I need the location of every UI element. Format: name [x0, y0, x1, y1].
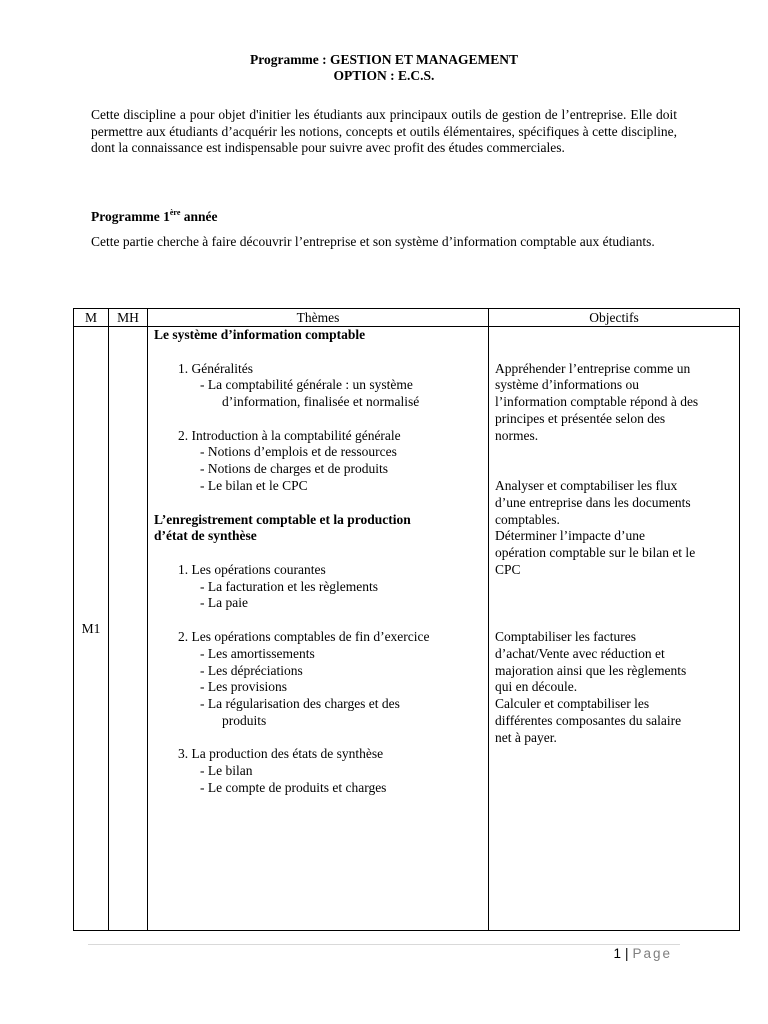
mh-cell [109, 327, 148, 931]
programme-sup: ère [169, 208, 181, 217]
objective-line: Comptabiliser les factures [495, 629, 636, 644]
intro-paragraph: Cette discipline a pour objet d'initier les étudiants aux principaux outils de gestion de l’entreprise. Elle doit permettre aux étudiants d’acquérir les notions, concepts et outils élémentaires, spécifiques à cette discipline, dont la connaissance est indispensable pour suivre avec profit des études commerciales. [91, 107, 677, 156]
theme-subitem: - Les dépréciations [200, 663, 303, 678]
objective-line: qui en découle. [495, 679, 578, 694]
objective-line: comptables. [495, 512, 560, 527]
page-footer [613, 946, 672, 961]
objective-line: d’achat/Vente avec réduction et [495, 646, 665, 661]
theme-subitem: - Le compte de produits et charges [200, 780, 387, 795]
header-objectifs: Objectifs [489, 309, 740, 327]
theme-subitem: - Les provisions [200, 679, 287, 694]
theme-subitem: - Les amortissements [200, 646, 315, 661]
objective-line: différentes composantes du salaire [495, 713, 682, 728]
objective-line: principes et présentée selon des [495, 411, 666, 426]
footer-separator: | [624, 946, 629, 961]
footer-divider [88, 944, 680, 945]
programme-table [73, 308, 740, 931]
table-row [74, 327, 740, 931]
theme-item: 1. Les opérations courantes [178, 562, 326, 577]
objective-line: l’information comptable répond à des [495, 394, 699, 409]
objectifs-cell [489, 327, 740, 931]
objective-line: système d’informations ou [495, 377, 639, 392]
page-number: 1 [613, 946, 621, 961]
objective-line: normes. [495, 428, 539, 443]
theme-section-title-cont: d’état de synthèse [154, 528, 257, 543]
themes-cell [148, 327, 489, 931]
header-themes: Thèmes [148, 309, 489, 327]
theme-subitem: - La comptabilité générale : un système [200, 377, 413, 392]
theme-subitem: - Notions de charges et de produits [200, 461, 388, 476]
theme-section-title: L’enregistrement comptable et la production [154, 512, 411, 527]
programme-prefix: Programme 1 [91, 209, 170, 224]
theme-subitem: - Le bilan et le CPC [200, 478, 308, 493]
theme-item: 1. Généralités [178, 361, 253, 376]
objective-line: Appréhender l’entreprise comme un [495, 361, 691, 376]
table-header-row [74, 309, 740, 327]
programme-heading [91, 208, 218, 225]
theme-subitem: - La facturation et les règlements [200, 579, 379, 594]
partie-paragraph: Cette partie cherche à faire découvrir l’entreprise et son système d’information comptable aux étudiants. [91, 234, 655, 249]
theme-subitem: - Le bilan [200, 763, 253, 778]
programme-suffix: année [180, 209, 218, 224]
header-mh: MH [109, 309, 148, 327]
header-m: M [74, 309, 109, 327]
theme-subitem: - Notions d’emplois et de ressources [200, 444, 397, 459]
option-title: OPTION : E.C.S. [333, 68, 435, 83]
module-cell: M1 [74, 327, 109, 931]
objective-line: CPC [495, 562, 521, 577]
program-title: Programme : GESTION ET MANAGEMENT [250, 52, 518, 67]
objective-line: d’une entreprise dans les documents [495, 495, 691, 510]
objective-line: Analyser et comptabiliser les flux [495, 478, 678, 493]
objective-line: majoration ainsi que les règlements [495, 663, 687, 678]
theme-subitem-cont: produits [222, 713, 267, 728]
objective-line: Calculer et comptabiliser les [495, 696, 650, 711]
page-label: Page [632, 946, 672, 961]
theme-subitem-cont: d’information, finalisée et normalisé [222, 394, 420, 409]
theme-subitem: - La régularisation des charges et des [200, 696, 400, 711]
objective-line: opération comptable sur le bilan et le [495, 545, 696, 560]
objective-line: Déterminer l’impacte d’une [495, 528, 645, 543]
theme-item: 3. La production des états de synthèse [178, 746, 384, 761]
theme-item: 2. Les opérations comptables de fin d’exercice [178, 629, 430, 644]
theme-item: 2. Introduction à la comptabilité générale [178, 428, 401, 443]
objective-line: net à payer. [495, 730, 557, 745]
theme-section-title: Le système d’information comptable [154, 327, 366, 342]
theme-subitem: - La paie [200, 595, 248, 610]
